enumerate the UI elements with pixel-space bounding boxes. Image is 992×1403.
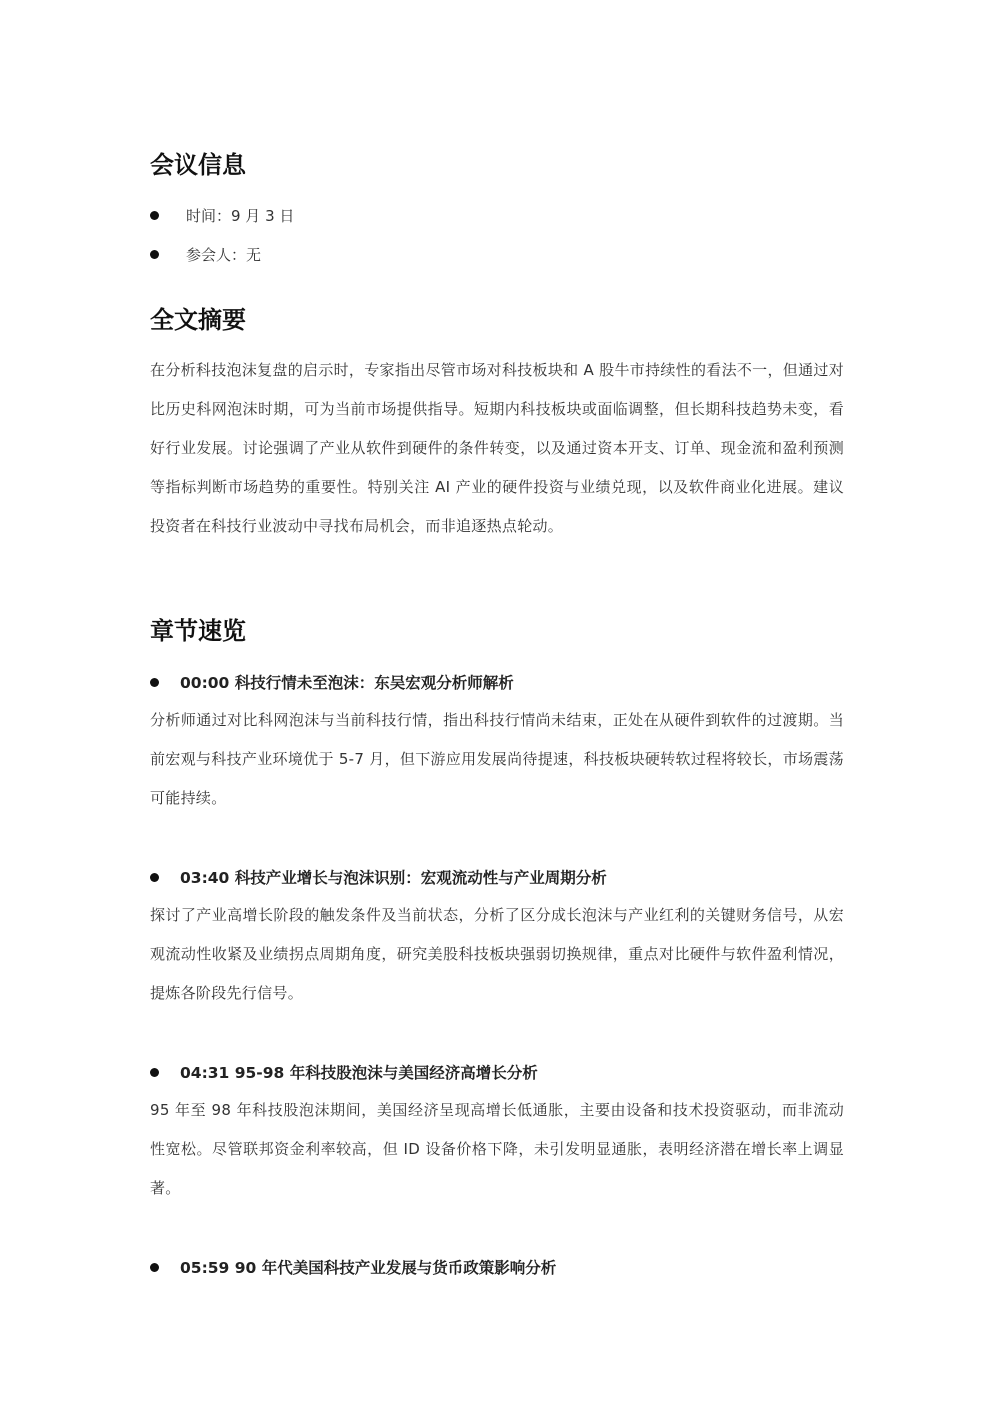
meeting-time: 时间：9 月 3 日 xyxy=(186,206,295,225)
bullet-icon xyxy=(150,1068,159,1077)
summary-text: 在分析科技泡沫复盘的启示时，专家指出尽管市场对科技板块和 A 股牛市持续性的看法不一，但通过对比历史科网泡沫时期，可为当前市场提供指导。短期内科技板块或面临调整，但长期科技趋势未变，看好行业发展。讨论强调了产业从软件到硬件的条件转变，以及通过资本开支、订单、现金流和盈利预测等指标判断市场趋势的重要性。特别关注 AI 产业的硬件投资与业绩兑现，以及软件商业化进展。建议投资者在科技行业波动中寻找布局机会，而非追逐热点轮动。 xyxy=(150,361,844,535)
chapter-item-title xyxy=(150,865,844,889)
chapter-body: 探讨了产业高增长阶段的触发条件及当前状态，分析了区分成长泡沫与产业红利的关键财务信号，从宏观流动性收紧及业绩拐点周期角度，研究美股科技板块强弱切换规律，重点对比硬件与软件盈利情况，提炼各阶段先行信号。 xyxy=(150,906,844,1002)
chapter-title: 03:40 科技产业增长与泡沫识别：宏观流动性与产业周期分析 xyxy=(180,869,607,887)
chapters-heading: 章节速览 xyxy=(150,617,246,645)
meeting-info-heading: 会议信息 xyxy=(150,151,246,179)
chapter-item-title xyxy=(150,1255,844,1279)
chapter-title: 04:31 95-98 年科技股泡沫与美国经济高增长分析 xyxy=(180,1064,538,1082)
chapter-body: 95 年至 98 年科技股泡沫期间，美国经济呈现高增长低通胀，主要由设备和技术投资驱动，而非流动性宽松。尽管联邦资金利率较高，但 ID 设备价格下降，未引发明显通胀，表明经济潜在增长率上调显著。 xyxy=(150,1101,844,1197)
summary-heading: 全文摘要 xyxy=(150,306,246,334)
bullet-icon xyxy=(150,678,159,687)
bullet-icon xyxy=(150,1263,159,1272)
meeting-attendees: 参会人：无 xyxy=(186,245,262,264)
chapter-item-title xyxy=(150,670,844,694)
bullet-icon xyxy=(150,250,159,259)
chapter-title: 00:00 科技行情未至泡沫：东吴宏观分析师解析 xyxy=(180,674,514,692)
meeting-time-item xyxy=(150,203,844,227)
chapter-body: 分析师通过对比科网泡沫与当前科技行情，指出科技行情尚未结束，正处在从硬件到软件的过渡期。当前宏观与科技产业环境优于 5-7 月，但下游应用发展尚待提速，科技板块硬转软过程将较长，市场震荡可能持续。 xyxy=(150,711,844,807)
chapter-title: 05:59 90 年代美国科技产业发展与货币政策影响分析 xyxy=(180,1259,557,1277)
bullet-icon xyxy=(150,873,159,882)
chapter-item-title xyxy=(150,1060,844,1084)
bullet-icon xyxy=(150,211,159,220)
meeting-attendees-item xyxy=(150,242,844,266)
